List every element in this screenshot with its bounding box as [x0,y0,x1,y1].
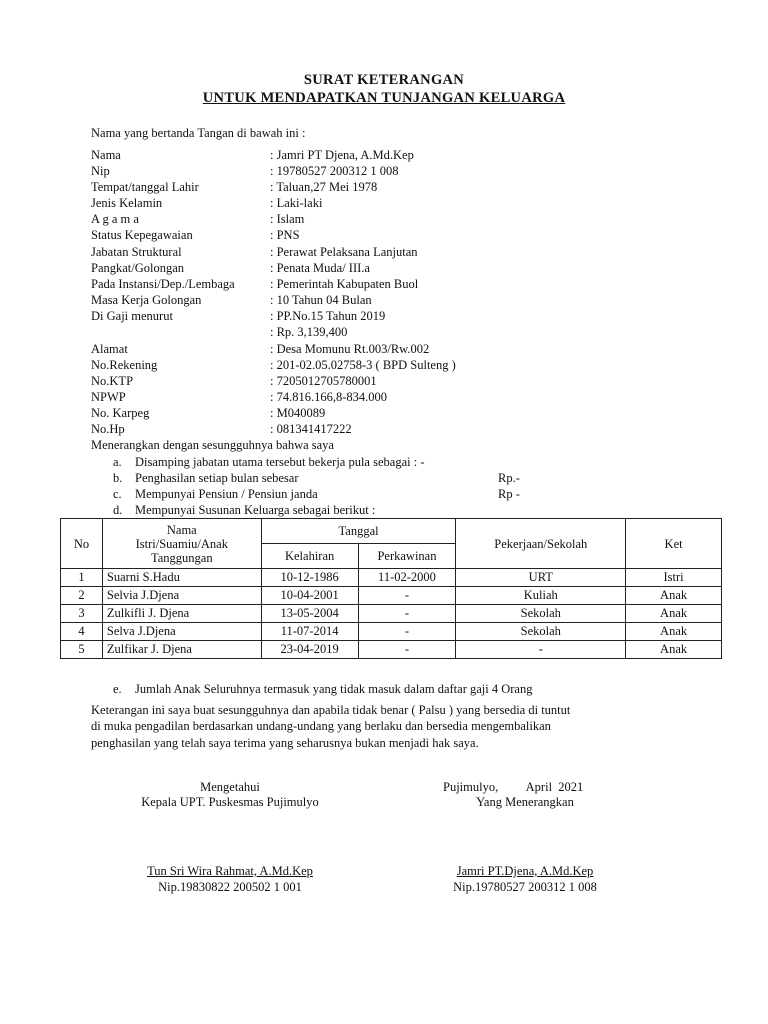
item-amount: Rp.- [498,471,520,485]
signature-right-name: Jamri PT.Djena, A.Md.Kep [456,864,594,878]
table-row [61,623,722,641]
item-amount: Rp - [498,487,520,501]
cell-perkawinan: - [358,605,456,623]
signature-left-name-wrap [70,864,390,879]
col-header-nama-line: Nama [166,522,197,537]
statement-line: di muka pengadilan berdasarkan undang-undang yang berlaku dan bersedia mengembalikan [91,719,551,733]
field-value: : Penata Muda/ III.a [270,261,370,275]
cell-nama: Zulfikar J. Djena [102,641,261,659]
col-header-ket: Ket [626,519,722,569]
cell-nama: Selva J.Djena [102,623,261,641]
field-label: Di Gaji menurut [91,309,173,323]
item-letter: a. [113,455,122,469]
table-row [61,605,722,623]
table-row [61,641,722,659]
item-text: Mempunyai Pensiun / Pensiun janda [135,487,318,501]
cell-perkawinan: - [358,587,456,605]
document-subtitle: UNTUK MENDAPATKAN TUNJANGAN KELUARGA [202,90,566,106]
field-value: : PNS [270,228,300,242]
field-value: : 10 Tahun 04 Bulan [270,293,372,307]
field-value: : Pemerintah Kabupaten Buol [270,277,419,291]
field-value: : Laki-laki [270,196,323,210]
field-value: : 19780527 200312 1 008 [270,164,399,178]
field-value: : M040089 [270,406,326,420]
field-label: Alamat [91,342,128,356]
cell-ket: Anak [626,623,722,641]
document-title: SURAT KETERANGAN [303,72,465,88]
cell-nama: Selvia J.Djena [102,587,261,605]
cell-perkawinan: - [358,623,456,641]
cell-kelahiran: 11-07-2014 [261,623,358,641]
field-value: : Perawat Pelaksana Lanjutan [270,245,418,259]
field-value: : PP.No.15 Tahun 2019 [270,309,386,323]
field-label: Nip [91,164,110,178]
col-header-nama-line: Tanggungan [151,550,213,565]
item-letter: c. [113,487,122,501]
field-label: Masa Kerja Golongan [91,293,202,307]
col-header-perkawinan: Perkawinan [358,544,456,569]
cell-pekerjaan: Sekolah [456,623,626,641]
signature-left-name: Tun Sri Wira Rahmat, A.Md.Kep [147,864,313,878]
cell-pekerjaan: - [456,641,626,659]
field-label: No. Karpeg [91,406,150,420]
cell-ket: Anak [626,587,722,605]
signature-right-name-wrap [420,864,630,879]
field-label: Pangkat/Golongan [91,261,185,275]
field-label: Jabatan Struktural [91,245,182,259]
item-letter: e. [113,682,122,696]
declare-text: Menerangkan dengan sesungguhnya bahwa saya [91,438,334,452]
field-label: Nama [91,148,121,162]
signature-right-line2: Yang Menerangkan [476,795,574,809]
item-text: Disamping jabatan utama tersebut bekerja pula sebagai : - [135,455,425,469]
item-letter: b. [113,471,123,485]
field-value: : Islam [270,212,305,226]
col-header-tanggal: Tanggal [261,519,456,544]
family-table [60,518,722,659]
field-label: A g a m a [91,212,139,226]
cell-no: 5 [61,641,103,659]
col-header-nama-line: Istri/Suamiu/Anak [135,536,228,551]
cell-kelahiran: 23-04-2019 [261,641,358,659]
statement-line: penghasilan yang telah saya terima yang seharusnya bukan menjadi hak saya. [91,736,479,750]
field-value: : Desa Momunu Rt.003/Rw.002 [270,342,430,356]
cell-no: 3 [61,605,103,623]
field-label: Tempat/tanggal Lahir [91,180,199,194]
intro-text: Nama yang bertanda Tangan di bawah ini : [91,126,306,140]
field-value: : 7205012705780001 [270,374,377,388]
cell-ket: Anak [626,605,722,623]
signature-right-line1: Pujimulyo, April 2021 [443,780,584,794]
col-header-no: No [61,519,103,569]
field-label: Jenis Kelamin [91,196,163,210]
cell-ket: Istri [626,569,722,587]
field-label: Pada Instansi/Dep./Lembaga [91,277,235,291]
field-label: No.Rekening [91,358,158,372]
item-text: Jumlah Anak Seluruhnya termasuk yang tidak masuk dalam daftar gaji 4 Orang [135,682,533,696]
cell-pekerjaan: Kuliah [456,587,626,605]
statement-line: Keterangan ini saya buat sesungguhnya dan apabila tidak benar ( Palsu ) yang bersedia di tuntut [91,703,571,717]
cell-pekerjaan: URT [456,569,626,587]
field-value: : Jamri PT Djena, A.Md.Kep [270,148,414,162]
cell-kelahiran: 10-04-2001 [261,587,358,605]
cell-nama: Zulkifli J. Djena [102,605,261,623]
cell-kelahiran: 13-05-2004 [261,605,358,623]
col-header-pekerjaan: Pekerjaan/Sekolah [456,519,626,569]
item-text: Penghasilan setiap bulan sebesar [135,471,299,485]
cell-pekerjaan: Sekolah [456,605,626,623]
cell-no: 4 [61,623,103,641]
table-row [61,587,722,605]
cell-perkawinan: - [358,641,456,659]
table-header-row [61,519,722,544]
col-header-kelahiran: Kelahiran [261,544,358,569]
table-row [61,569,722,587]
signature-left-line2: Kepala UPT. Puskesmas Pujimulyo [141,795,319,809]
field-label: No.Hp [91,422,125,436]
cell-kelahiran: 10-12-1986 [261,569,358,587]
cell-perkawinan: 11-02-2000 [358,569,456,587]
signature-left-nip: Nip.19830822 200502 1 001 [158,880,302,894]
signature-right-nip: Nip.19780527 200312 1 008 [453,880,597,894]
field-value: : 201-02.05.02758-3 ( BPD Sulteng ) [270,358,456,372]
cell-no: 1 [61,569,103,587]
item-letter: d. [113,503,123,517]
cell-ket: Anak [626,641,722,659]
field-value: : Rp. 3,139,400 [270,325,348,339]
field-label: Status Kepegawaian [91,228,193,242]
field-value: : Taluan,27 Mei 1978 [270,180,378,194]
cell-nama: Suarni S.Hadu [102,569,261,587]
col-header-nama [102,519,261,569]
field-label: No.KTP [91,374,134,388]
field-label: NPWP [91,390,126,404]
field-value: : 081341417222 [270,422,352,436]
signature-left-line1: Mengetahui [200,780,260,794]
field-value: : 74.816.166,8-834.000 [270,390,388,404]
cell-no: 2 [61,587,103,605]
item-text: Mempunyai Susunan Keluarga sebagai berikut : [135,503,376,517]
